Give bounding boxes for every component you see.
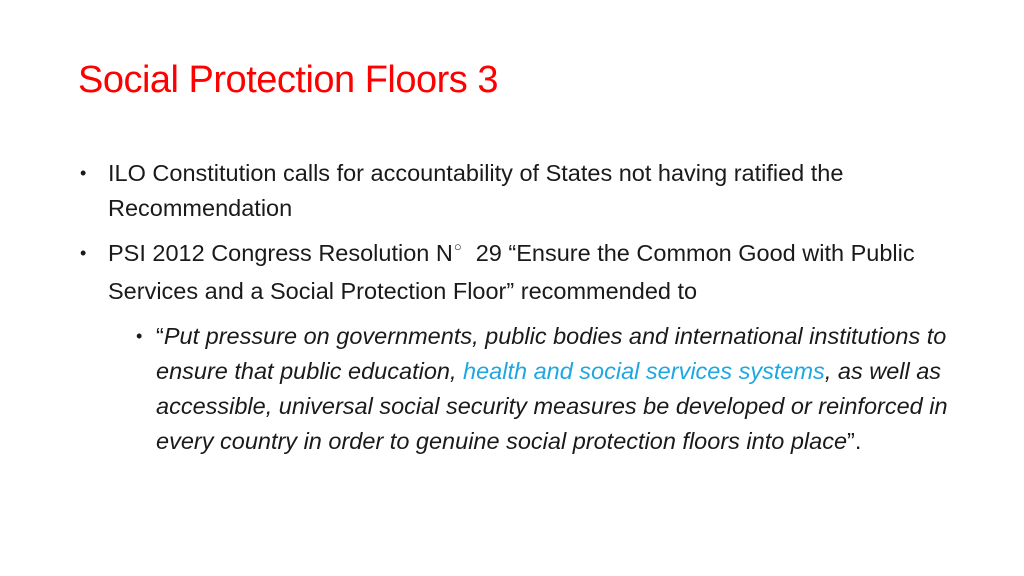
sub-bullet-marker: • [136,326,143,346]
bullet-item-ilo [78,156,958,226]
open-quote: “ [156,323,164,349]
slide-content [78,156,958,459]
bullet-text-end: 29 “Ensure the Common Good with Public Services and a Social Protection Floor” recommended to [108,240,915,304]
quote-text-part-2: , as well as accessible, universal social security measures be developed or reinforced in every country in order to genuine social protection floors into place [156,358,948,454]
bullet-marker: • [80,243,87,263]
bullet-marker: • [80,163,87,183]
slide-title: Social Protection Floors 3 [78,59,498,101]
quote-text-part-1: Put pressure on governments, public bodies and international institutions to ensure that public education, [156,323,947,384]
highlighted-text: health and social services systems [463,358,825,384]
bullet-text: ILO Constitution calls for accountability of States not having ratified the Recommendation [108,160,844,221]
bullet-text-start: PSI 2012 Congress Resolution N [108,240,453,266]
degree-symbol: ○ [453,239,462,254]
bullet-item-psi [78,236,958,309]
sub-bullet-quote [136,319,958,459]
close-quote: ”. [847,428,862,454]
